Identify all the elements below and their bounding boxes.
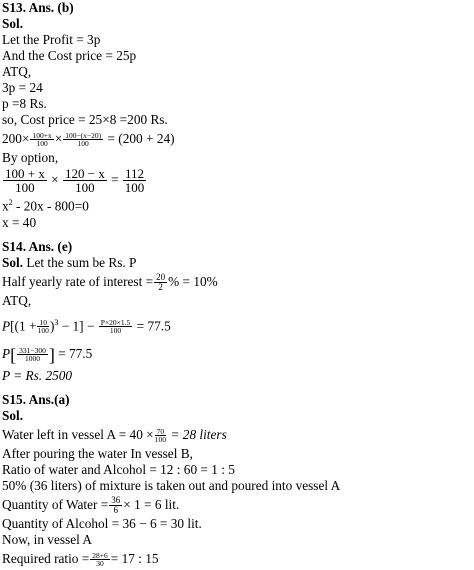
s15-line-2: After pouring the water In vessel B, — [2, 445, 193, 461]
solution-s13 — [2, 0, 474, 231]
s15-line-4: 50% (36 liters) of mixture is taken out and poured into vessel A — [2, 477, 341, 493]
fraction: $\frac{P\times 20\times 1.5}{100}$ — [100, 317, 131, 336]
s14-heading: S14. Ans. (e) — [2, 238, 73, 254]
s14-equation-3: P = Rs. 2500 — [2, 367, 73, 383]
s13-heading: S13. Ans. (b) — [2, 0, 74, 15]
fraction: $\frac{120 - x}{100}$ — [65, 165, 105, 196]
s14-line-1: Half yearly rate of interest = $\frac{20}{2}$ % = 10% — [2, 271, 218, 292]
s15-heading: S15. Ans.(a) — [2, 391, 70, 407]
s15-line-8: Required ratio = $\frac{28+6}{30}$ = 17 : 15 — [2, 550, 159, 569]
s13-equation-2: $\frac{100 + x}{100}$ × $\frac{120 - x}{100}$ = $\frac{112}{100}$ — [5, 165, 145, 196]
s15-line-6: Quantity of Alcohol = 36 − 6 = 30 lit. — [2, 515, 202, 531]
fraction: $\frac{28+6}{30}$ — [92, 550, 108, 569]
s13-line-7: By option, — [2, 150, 59, 165]
s15-line-7: Now, in vessel A — [2, 531, 92, 547]
s14-equation-2: P[ $\frac{331-300}{1000}$ ] = 77.5 — [2, 344, 93, 365]
s15-line-1: Water left in vessel A = 40 × $\frac{70}{100}$ = 28 liters — [2, 426, 227, 445]
fraction: $\frac{331-300}{1000}$ — [19, 345, 46, 364]
fraction: $\frac{100-(x-20)}{100}$ — [65, 130, 102, 149]
s13-line-1: Let the Profit = 3p — [2, 32, 101, 47]
fraction: $\frac{20}{2}$ — [156, 271, 166, 292]
fraction: $\frac{10}{100}$ — [37, 317, 49, 336]
s13-equation-1: 200× $\frac{100+x}{100}$ × $\frac{100-(x-20)}{100}$ = (200 + 24) — [2, 130, 175, 149]
s15-line-5: Quantity of Water = $\frac{36}{6}$ × 1 = 6 lit. — [2, 494, 180, 516]
s13-line-3: ATQ, — [2, 64, 32, 79]
s13-line-8: $x^2 - 20x - 800=0$ — [2, 198, 89, 214]
fraction: $\frac{100+x}{100}$ — [32, 130, 52, 149]
s14-sol-line: Sol. Let the sum be Rs. P — [2, 254, 137, 270]
s13-sol-label: Sol. — [2, 16, 24, 31]
s13-line-6: so, Cost price = 25×8 =200 Rs. — [2, 112, 168, 127]
s15-sol-label: Sol. — [2, 407, 24, 423]
fraction: $\frac{36}{6}$ — [111, 494, 121, 516]
fraction: $\frac{70}{100}$ — [154, 426, 167, 445]
s13-line-2: And the Cost price = 25p — [2, 48, 137, 63]
fraction: $\frac{112}{100}$ — [124, 165, 145, 196]
s13-line-9: x = 40 — [2, 214, 37, 230]
fraction: $\frac{100 + x}{100}$ — [5, 165, 45, 196]
s13-line-5: p =8 Rs. — [2, 96, 47, 111]
s14-line-2: ATQ, — [2, 292, 32, 308]
solution-s15 — [2, 392, 474, 570]
solution-s14 — [2, 239, 474, 384]
s15-line-3: Ratio of water and Alcohol = 12 : 60 = 1 : 5 — [2, 461, 235, 477]
s13-line-4: 3p = 24 — [2, 80, 43, 95]
s14-equation-1: P[(1 + $\frac{10}{100}$ )$^3$ − 1] − $\frac{P\times 20\times 1.5}{100}$ = 77.5 — [2, 317, 171, 336]
